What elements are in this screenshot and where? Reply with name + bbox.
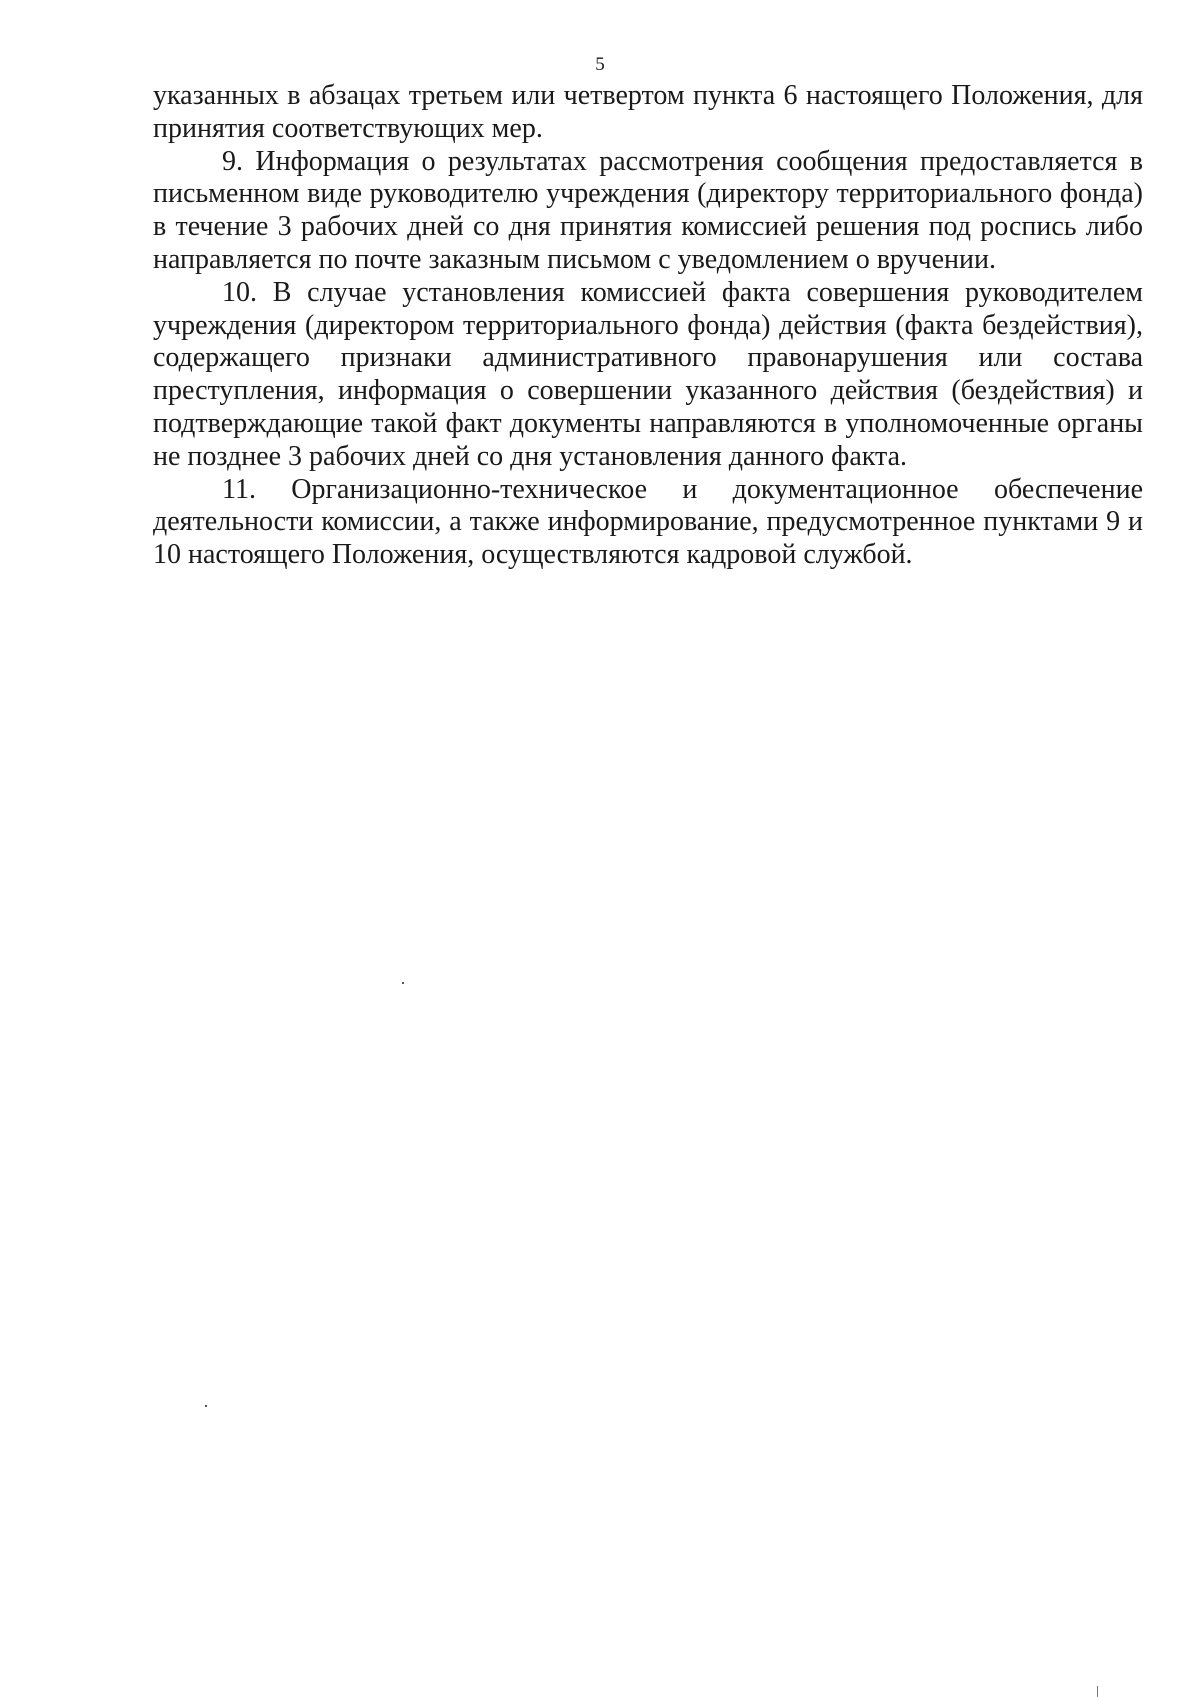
paragraph-10: 10. В случае установления комиссией факта совершения руководителем учреждения (директором территориального фонда) действия (факта бездействия), содержащего признаки административного правонарушения или состава преступления, информация о совершении указанного действия (бездействия) и подтверждающие такой факт документы направляются в уполномоченные органы не позднее 3 рабочих дней со дня установления данного факта. <box>153 276 1143 472</box>
scan-mark <box>1097 1686 1098 1697</box>
paragraph-continuation: указанных в абзацах третьем или четвертом пункта 6 настоящего Положения, для принятия соответствующих мер. <box>153 80 1143 144</box>
page-number: 5 <box>595 54 605 75</box>
scan-speck <box>205 1405 207 1407</box>
paragraph-11: 11. Организационно-техническое и документационное обеспечение деятельности комиссии, а также информирование, предусмотренное пунктами 9 и 10 настоящего Положения, осуществляются кадровой службой. <box>153 473 1143 571</box>
paragraph-9: 9. Информация о результатах рассмотрения сообщения предоставляется в письменном виде руководителю учреждения (директору территориального фонда) в течение 3 рабочих дней со дня принятия комиссией решения под роспись либо направляется по почте заказным письмом с уведомлением о вручении. <box>153 145 1143 275</box>
scan-speck <box>402 982 404 984</box>
document-body <box>153 80 1143 572</box>
